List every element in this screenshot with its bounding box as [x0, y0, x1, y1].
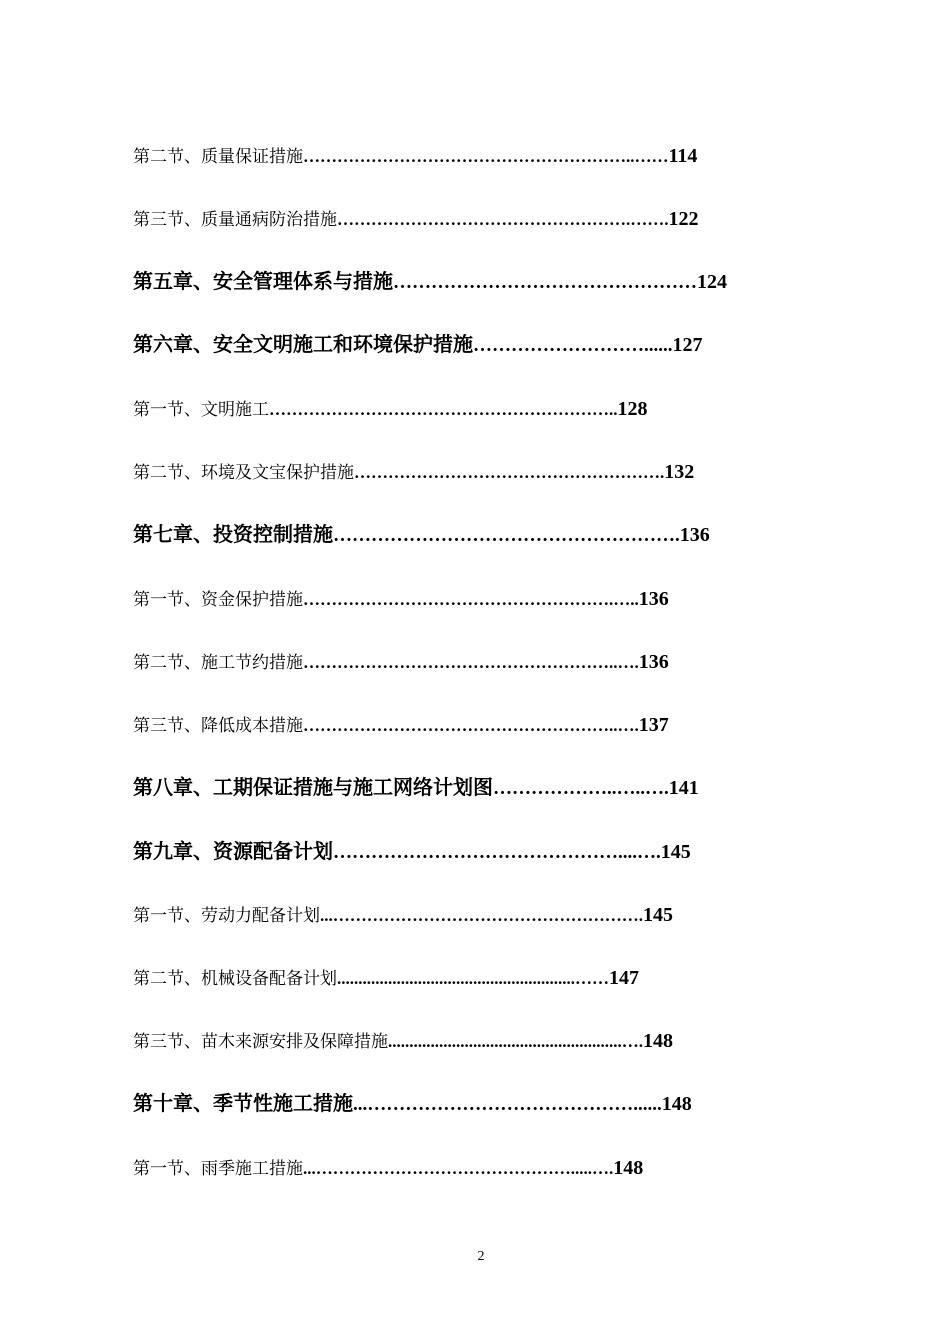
toc-entry-leader: ……………………………………………….	[354, 463, 665, 482]
toc-entry-leader: ........................................................……	[337, 969, 609, 988]
toc-entry-page: 128	[617, 398, 648, 420]
toc-entry-page: 127	[672, 334, 703, 356]
toc-entry-page: 148	[661, 1093, 692, 1115]
toc-entry[interactable]	[133, 334, 703, 355]
toc-entry[interactable]	[133, 1093, 692, 1114]
toc-entry-page: 148	[613, 1157, 644, 1179]
toc-entry-title: 第三节、降低成本措施	[133, 716, 303, 736]
toc-entry-title: 第一节、雨季施工措施	[133, 1159, 303, 1179]
toc-entry-title: 第三节、质量通病防治措施	[133, 210, 337, 230]
toc-entry-title: 第九章、资源配备计划	[133, 839, 333, 863]
toc-entry-title: 第二节、施工节约措施	[133, 653, 303, 673]
toc-entry-title: 第二节、质量保证措施	[133, 147, 303, 167]
toc-entry-leader: ………………………………………………..….	[303, 716, 639, 735]
toc-entry-page: 124	[697, 271, 727, 293]
toc-entry[interactable]	[133, 399, 648, 419]
toc-entry-page: 147	[609, 967, 639, 989]
toc-entry-leader: ……………………………………………………..	[269, 400, 618, 419]
toc-entry-leader: ...……………………………………......	[353, 1094, 662, 1115]
toc-entry-leader: ...……………………………………….....….	[303, 1159, 614, 1178]
toc-entry[interactable]	[133, 777, 699, 798]
toc-entry[interactable]	[133, 146, 697, 166]
toc-entry[interactable]	[133, 1031, 673, 1051]
toc-entry-title: 第一节、资金保护措施	[133, 590, 303, 610]
toc-entry[interactable]	[133, 652, 669, 672]
toc-entry-page: 136	[679, 524, 710, 546]
toc-entry[interactable]	[133, 589, 669, 609]
toc-entry[interactable]	[133, 968, 639, 988]
toc-entry[interactable]	[133, 715, 669, 735]
toc-entry-leader: ……………………………………………….	[333, 525, 680, 546]
toc-entry-title: 第七章、投资控制措施	[133, 522, 333, 546]
toc-entry-page: 136	[638, 588, 669, 610]
toc-entry-page: 145	[660, 841, 691, 863]
toc-entry-title: 第一节、劳动力配备计划	[133, 906, 320, 926]
toc-entry-page: 145	[643, 904, 673, 926]
toc-entry-title: 第二节、机械设备配备计划	[133, 969, 337, 989]
toc-entry-title: 第八章、工期保证措施与施工网络计划图	[133, 775, 493, 799]
toc-entry-leader: ...……………………………………………….	[320, 906, 643, 925]
toc-entry-page: 122	[668, 208, 699, 230]
toc-entry-title: 第五章、安全管理体系与措施	[133, 269, 393, 293]
toc-entry-title: 第十章、季节性施工措施	[133, 1091, 353, 1115]
page-number: 2	[477, 1249, 485, 1264]
toc-entry-title: 第二节、环境及文宝保护措施	[133, 463, 354, 483]
toc-entry[interactable]	[133, 524, 710, 545]
toc-entry-title: 第一节、文明施工	[133, 400, 269, 420]
toc-entry-page: 148	[643, 1030, 673, 1052]
toc-entry-leader: ………………………………………....….	[333, 842, 661, 863]
toc-entry-page: 132	[664, 461, 695, 483]
toc-entry-leader: …………………………………………….…….	[337, 210, 669, 229]
toc-entry-leader: ………………………......	[473, 335, 673, 356]
toc-entry[interactable]	[133, 209, 699, 229]
toc-entry[interactable]	[133, 1158, 643, 1178]
toc-entry-page: 141	[668, 777, 699, 799]
toc-entry-title: 第六章、安全文明施工和环境保护措施	[133, 332, 473, 356]
toc-entry[interactable]	[133, 841, 691, 862]
toc-entry-leader: …………………………………………………..……	[303, 147, 669, 166]
toc-entry[interactable]	[133, 462, 694, 482]
toc-entry[interactable]	[133, 271, 727, 292]
toc-entry-leader: ……………………………………………….…..	[303, 590, 639, 609]
toc-entry-page: 136	[638, 651, 669, 673]
toc-entry-page: 137	[638, 714, 669, 736]
toc-entry[interactable]	[133, 905, 673, 925]
toc-entry-leader: .......................................................….	[388, 1032, 643, 1051]
toc-entry-leader: ………………………………………………..….	[303, 653, 639, 672]
toc-entry-page: 114	[668, 145, 698, 167]
toc-entry-leader: …………………………………………	[393, 272, 697, 293]
toc-entry-title: 第三节、苗木来源安排及保障措施	[133, 1032, 388, 1052]
toc-entry-leader: ………………..…..….	[493, 778, 669, 799]
